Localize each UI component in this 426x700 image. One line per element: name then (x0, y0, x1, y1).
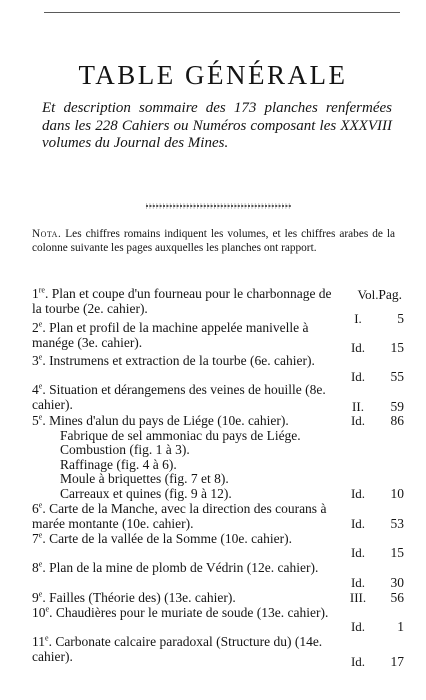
vol-cell: Id. (350, 413, 366, 428)
entry-number-sup: e (38, 530, 43, 540)
pag-cell: 30 (390, 575, 404, 590)
table-row: 3e. Instrumens et extraction de la tourbe (6e. cahier). (32, 352, 315, 368)
entry-text: Situation et dérangemens des veines de houille (8e. cahier). (32, 382, 326, 412)
pag-cell: 15 (390, 340, 404, 355)
vol-cell: Id. (350, 619, 366, 634)
vol-cell: I. (354, 311, 362, 326)
entry-number: 2 (32, 320, 39, 335)
vol-cell: Id. (350, 545, 366, 560)
sub-item: Combustion (fig. 1 à 3). (60, 442, 190, 457)
vol-cell: Id. (350, 340, 366, 355)
pag-cell: 59 (390, 399, 404, 414)
vol-cell: Id. (350, 575, 366, 590)
column-header-pag: Pag. (378, 287, 402, 302)
entry-number-sup: e (45, 633, 49, 643)
table-row: 2e. Plan et profil de la machine appelée manivelle à manége (3e. cahier). (32, 319, 309, 350)
pag-cell: 15 (390, 545, 404, 560)
entry-number-sup: e (38, 589, 43, 599)
entry-number: 5 (32, 413, 39, 428)
entry-number-sup: e (38, 319, 43, 329)
entry-number-sup: e (38, 559, 43, 569)
entry-number: 3 (32, 353, 39, 368)
vol-cell: II. (352, 399, 364, 414)
table-row: 1re. Plan et coupe d'un fourneau pour le charbonnage de la tourbe (2e. cahier). (32, 285, 332, 316)
table-row: 10e. Chaudières pour le muriate de soude (13e. cahier). (32, 604, 329, 620)
pag-cell: 1 (397, 619, 404, 634)
table-row: 4e. Situation et dérangemens des veines de houille (8e. cahier). (32, 381, 326, 412)
table-row: 7e. Carte de la vallée de la Somme (10e. cahier). (32, 530, 292, 546)
table-row: 5e. Mines d'alun du pays de Liége (10e. cahier). (32, 412, 289, 428)
column-header-vol: Vol. (357, 287, 379, 302)
pag-cell: 53 (390, 516, 404, 531)
vol-cell: III. (349, 590, 367, 605)
sub-item: Fabrique de sel ammoniac du pays de Liége. (60, 428, 301, 443)
entry-text: Mines d'alun du pays de Liége (10e. cahier). (49, 413, 289, 428)
entry-text: Plan et profil de la machine appelée manivelle à manége (3e. cahier). (32, 320, 309, 350)
entry-number: 8 (32, 560, 39, 575)
nota-paragraph (32, 228, 395, 255)
entry-number-sup: re (38, 285, 45, 295)
page-subtitle: Et description sommaire des 173 planches renfermées dans les 228 Cahiers ou Numéros composant les XXXVIII volumes du Journal des Mines. (42, 100, 392, 151)
top-rule (44, 12, 400, 13)
entry-text: Carte de la vallée de la Somme (10e. cahier). (49, 531, 292, 546)
entry-text: Plan de la mine de plomb de Védrin (12e. cahier). (49, 560, 319, 575)
entry-number: 6 (32, 501, 39, 516)
entry-number: 4 (32, 382, 39, 397)
entry-number: 9 (32, 590, 39, 605)
pag-cell: 17 (390, 654, 404, 669)
pag-cell: 55 (390, 369, 404, 384)
page-title: TABLE GÉNÉRALE (78, 60, 348, 90)
table-row: 11e. Carbonate calcaire paradoxal (Structure du) (14e. cahier). (32, 633, 323, 664)
sub-item: Carreaux et quines (fig. 9 à 12). (60, 486, 232, 501)
entry-number: 10 (32, 605, 46, 620)
vol-cell: Id. (350, 516, 366, 531)
pag-cell: 10 (390, 486, 404, 501)
vol-cell: Id. (350, 369, 366, 384)
table-row: 9e. Failles (Théorie des) (13e. cahier). (32, 589, 236, 605)
pag-cell: 86 (390, 413, 404, 428)
pag-cell: 5 (397, 311, 404, 326)
entry-number-sup: e (38, 500, 43, 510)
nota-text: Les chiffres romains indiquent les volumes, et les chiffres arabes de la colonne suivante les pages auxquelles les planches ont rapport. (32, 228, 395, 254)
entry-text: Carbonate calcaire paradoxal (Structure du) (14e. cahier). (32, 634, 323, 664)
pag-cell: 56 (390, 590, 404, 605)
entry-number-sup: e (38, 381, 43, 391)
sub-item: Raffinage (fig. 4 à 6). (60, 457, 177, 472)
entry-number: 11 (32, 634, 45, 649)
entry-text: Instrumens et extraction de la tourbe (6e. cahier). (49, 353, 315, 368)
vol-cell: Id. (350, 486, 366, 501)
nota-label: Nota. (32, 228, 62, 240)
entry-text: Chaudières pour le muriate de soude (13e. cahier). (55, 605, 329, 620)
entry-number-sup: e (45, 604, 50, 614)
table-row: 8e. Plan de la mine de plomb de Védrin (12e. cahier). (32, 559, 319, 575)
table-row: 6e. Carte de la Manche, avec la direction des courans à marée montante (10e. cahier). (32, 500, 327, 531)
entry-number: 7 (32, 531, 39, 546)
entry-text: Carte de la Manche, avec la direction des courans à marée montante (10e. cahier). (32, 501, 327, 531)
entry-number-sup: e (38, 352, 43, 362)
entry-number-sup: e (38, 412, 43, 422)
vol-cell: Id. (350, 654, 366, 669)
entry-text: Plan et coupe d'un fourneau pour le charbonnage de la tourbe (2e. cahier). (32, 286, 332, 316)
entry-number: 1 (32, 286, 39, 301)
sub-item: Moule à briquettes (fig. 7 et 8). (60, 471, 229, 486)
entry-text: Failles (Théorie des) (13e. cahier). (49, 590, 236, 605)
ornament-divider (144, 202, 294, 210)
